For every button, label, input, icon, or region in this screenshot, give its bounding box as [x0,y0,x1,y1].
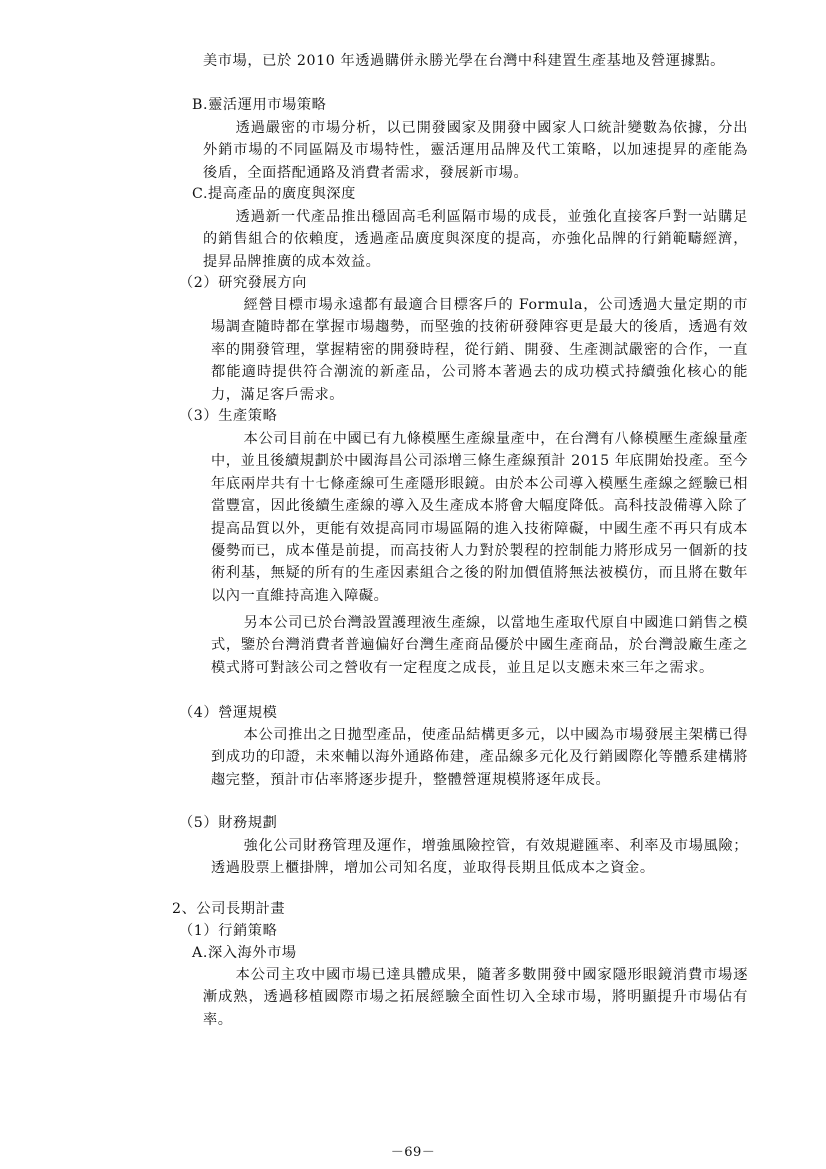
paragraph-production-1: 本公司目前在中國已有九條模壓生產線量產中，在台灣有八條模壓生產線量產中，並且後續規劃於中國海昌公司添增三條生產線預計 2015 年底開始投產。至今年底兩岸共有十七條產線可生產隱形眼鏡。由於本公司導入模壓生產線之經驗已相當豐富，因此後續生產線的導入及生產成本將會大幅度降低。高科技設備導入除了提高品質以外，更能有效提高同市場區隔的進入技術障礙，中國生產不再只有成本優勢而已，成本僅是前提，而高技術人力對於製程的控制能力將形成另一個新的技術利基，無疑的所有的生產因素組合之後的附加價值將無法被模仿，而且將在數年以內一直維持高進入障礙。 [211,431,748,604]
paragraph-b: 透過嚴密的市場分析，以已開發國家及開發中國家人口統計變數為依據，分出外銷市場的不同區隔及市場特性，靈活運用品牌及代工策略，以加速提昇的產能為後盾，全面搭配通路及消費者需求，發展新市場。 [203,120,748,181]
heading-research: （2）研究發展方向 [179,275,307,291]
heading-finance: （5）財務規劃 [179,815,278,831]
paragraph-operations: 本公司推出之日拋型產品，使產品結構更多元，以中國為市場發展主架構已得到成功的印證，未來輔以海外通路佈建，產品線多元化及行銷國際化等體系建構將趨完整，預計市佔率將逐步提升，整體營運規模將逐年成長。 [211,727,748,788]
heading-production: （3）生產策略 [179,408,278,424]
page-number: －69－ [390,1145,436,1160]
paragraph-finance: 強化公司財務管理及運作，增強風險控管，有效規避匯率、利率及市場風險；透過股票上櫃掛牌，增加公司知名度，並取得長期且低成本之資金。 [211,838,748,877]
heading-c: C.提高產品的廣度與深度 [192,186,356,202]
paragraph-continued: 美市場，已於 2010 年透過購併永勝光學在台灣中科建置生產基地及營運據點。 [203,53,725,69]
heading-long-term: 2、公司長期計畫 [172,901,286,917]
paragraph-c: 透過新一代產品推出穩固高毛利區隔市場的成長，並強化直接客戶對一站購足的銷售組合的依賴度，透過產品廣度與深度的提高，亦強化品牌的行銷範疇經濟，提昇品牌推廣的成本效益。 [203,209,748,270]
heading-marketing: （1）行銷策略 [179,923,278,939]
heading-overseas: A.深入海外市場 [192,945,297,961]
heading-operations: （4）營運規模 [179,705,278,721]
paragraph-research: 經營目標市場永遠都有最適合目標客戶的 Formula，公司透過大量定期的市場調查隨時都在掌握市場趨勢，而堅強的技術研發陣容更是最大的後盾，透過有效率的開發管理，掌握精密的開發時程，從行銷、開發、生產測試嚴密的合作，一直都能適時提供符合潮流的新產品，公司將本著過去的成功模式持續強化核心的能力，滿足客戶需求。 [211,297,748,403]
paragraph-production-2: 另本公司已於台灣設置護理液生產線，以當地生產取代原自中國進口銷售之模式，鑒於台灣消費者普遍偏好台灣生產商品優於中國生產商品，於台灣設廠生產之模式將可對該公司之營收有一定程度之成長，並且足以支應未來三年之需求。 [211,615,748,676]
paragraph-overseas: 本公司主攻中國市場已達具體成果，隨著多數開發中國家隱形眼鏡消費市場逐漸成熟，透過移植國際市場之拓展經驗全面性切入全球市場，將明顯提升市場佔有率。 [203,967,748,1028]
heading-b: B.靈活運用市場策略 [192,97,327,113]
